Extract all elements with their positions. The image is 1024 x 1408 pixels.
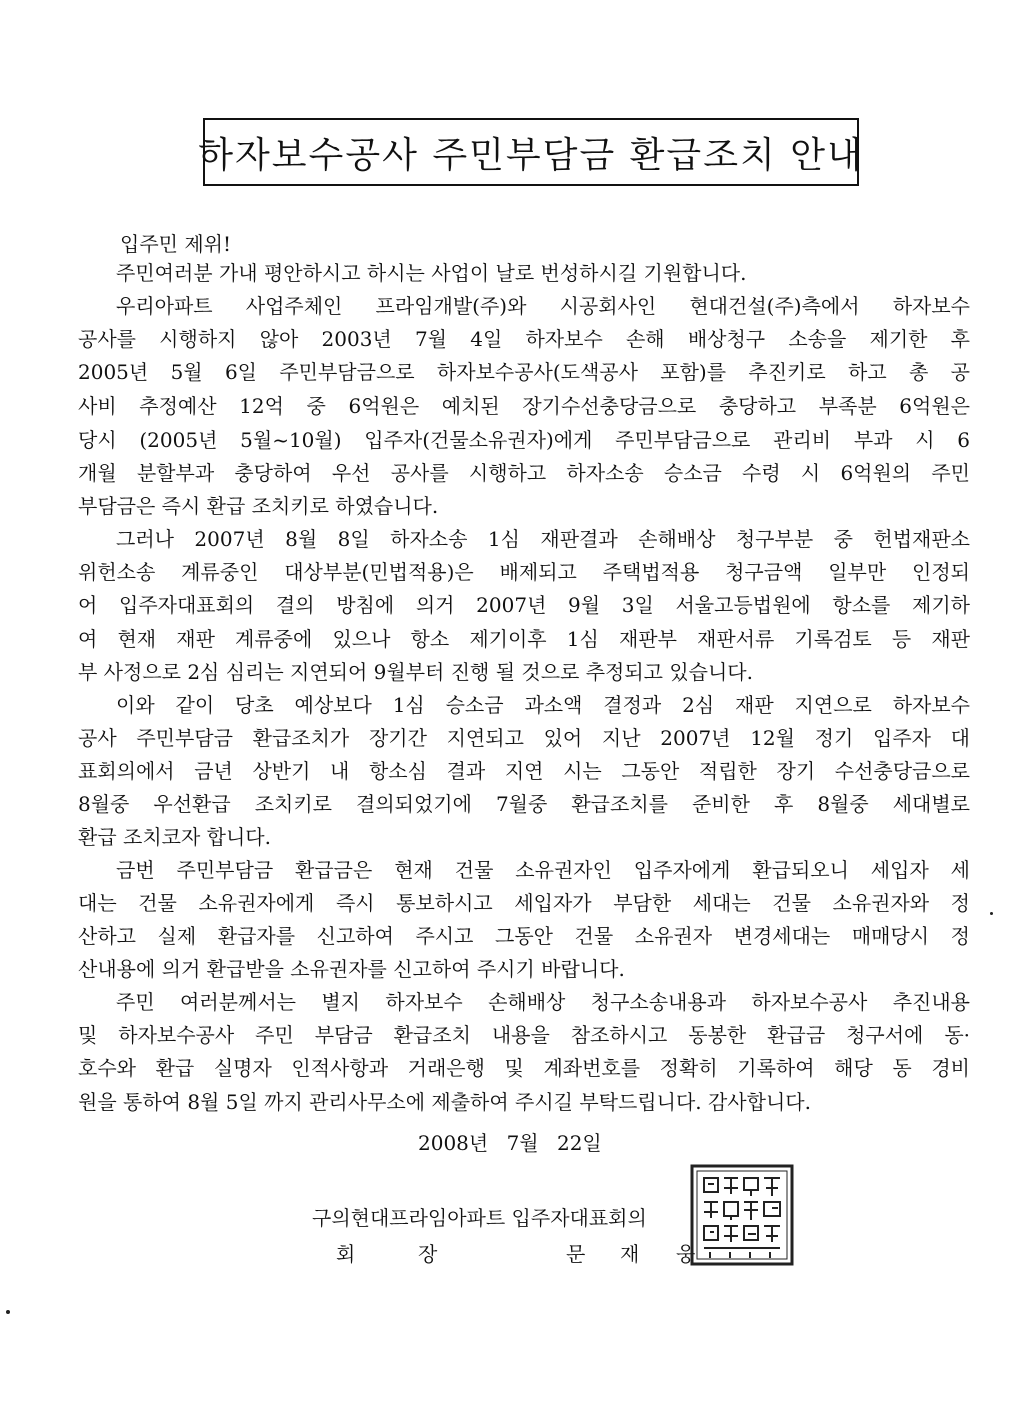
body-line: 공사를 시행하지 않아 2003년 7월 4일 하자보수 손해 배상청구 소송을 제기한 후 [78, 327, 970, 351]
scan-speck [6, 1310, 10, 1314]
organization-name: 구의현대프라임아파트 입주자대표회의 [312, 1206, 647, 1230]
chair-char-2: 장 [418, 1242, 438, 1266]
body-line: 대는 건물 소유권자에게 즉시 통보하시고 세입자가 부담한 세대는 건물 소유권자와 정 [78, 891, 970, 915]
body-line: 및 하자보수공사 주민 부담금 환급조치 내용을 참조하시고 동봉한 환급금 청구서에 동· [78, 1023, 970, 1047]
body-line: 위헌소송 계류중인 대상부분(민법적용)은 배제되고 주택법적용 청구금액 일부만 인정되 [78, 560, 970, 584]
chair-char-3: 문 [566, 1242, 586, 1266]
document-date: 2008년 7월 22일 [418, 1131, 602, 1155]
body-line: 8월중 우선환급 조치키로 결의되었기에 7월중 환급조치를 준비한 후 8월중 세대별로 [78, 792, 970, 816]
body-line: 그러나 2007년 8월 8일 하자소송 1심 재판결과 손해배상 청구부분 중 헌법재판소 [116, 527, 970, 551]
body-line: 어 입주자대표회의 결의 방침에 의거 2007년 9월 3일 서울고등법원에 항소를 제기하 [78, 593, 970, 617]
body-line: 호수와 환급 실명자 인적사항과 거래은행 및 계좌번호를 정확히 기록하여 해당 동 경비 [78, 1056, 970, 1080]
body-line: 여 현재 재판 계류중에 있으나 항소 제기이후 1심 재판부 재판서류 기록검토 등 재판 [78, 627, 970, 651]
chair-char-1: 회 [336, 1242, 356, 1266]
body-line: 주민여러분 가내 평안하시고 하시는 사업이 날로 번성하시길 기원합니다. [116, 261, 747, 285]
chair-char-4: 재 [620, 1242, 640, 1266]
body-line: 개월 분할부과 충당하여 우선 공사를 시행하고 하자소송 승소금 수령 시 6억원의 주민 [78, 461, 970, 485]
scan-speck [990, 912, 993, 915]
chair-char-5: 웅 [676, 1242, 696, 1266]
title-box [198, 118, 864, 186]
body-line: 금번 주민부담금 환급금은 현재 건물 소유권자인 입주자에게 환급되오니 세입자 세 [116, 858, 970, 882]
body-line: 산하고 실제 환급자를 신고하여 주시고 그동안 건물 소유권자 변경세대는 매매당시 정 [78, 924, 970, 948]
body-line: 사비 추정예산 12억 중 6억원은 예치된 장기수선충당금으로 충당하고 부족분 6억원은 [78, 394, 970, 418]
document-title: 하자보수공사 주민부담금 환급조치 안내 [198, 134, 864, 176]
body-line: 2005년 5월 6일 주민부담금으로 하자보수공사(도색공사 포함)를 추진키로 하고 총 공 [78, 360, 970, 384]
body-line: 부 사정으로 2심 심리는 지연되어 9월부터 진행 될 것으로 추정되고 있습니다. [78, 660, 753, 684]
body-line: 산내용에 의거 환급받을 소유권자를 신고하여 주시기 바랍니다. [78, 957, 625, 981]
seal-glyphs [704, 1178, 780, 1258]
body-line: 표회의에서 금년 상반기 내 항소심 결과 지연 시는 그동안 적립한 장기 수선충당금으로 [78, 759, 970, 783]
body-line: 환급 조치코자 합니다. [78, 825, 271, 849]
body-line: 우리아파트 사업주체인 프라임개발(주)와 시공회사인 현대건설(주)측에서 하자보수 [116, 294, 970, 318]
body-line: 원을 통하여 8월 5일 까지 관리사무소에 제출하여 주시길 부탁드립니다. 감사합니다. [78, 1090, 811, 1114]
body-line: 주민 여러분께서는 별지 하자보수 손해배상 청구소송내용과 하자보수공사 추진내용 [116, 990, 970, 1014]
official-seal [690, 1164, 794, 1266]
body-line: 부담금은 즉시 환급 조치키로 하였습니다. [78, 494, 439, 518]
body-line: 공사 주민부담금 환급조치가 장기간 지연되고 있어 지난 2007년 12월 정기 입주자 대 [78, 726, 970, 750]
body-line: 이와 같이 당초 예상보다 1심 승소금 과소액 결정과 2심 재판 지연으로 하자보수 [116, 693, 970, 717]
body-line: 당시 (2005년 5월~10월) 입주자(건물소유권자)에게 주민부담금으로 관리비 부과 시 6 [78, 428, 970, 452]
salutation: 입주민 제위! [120, 232, 231, 256]
